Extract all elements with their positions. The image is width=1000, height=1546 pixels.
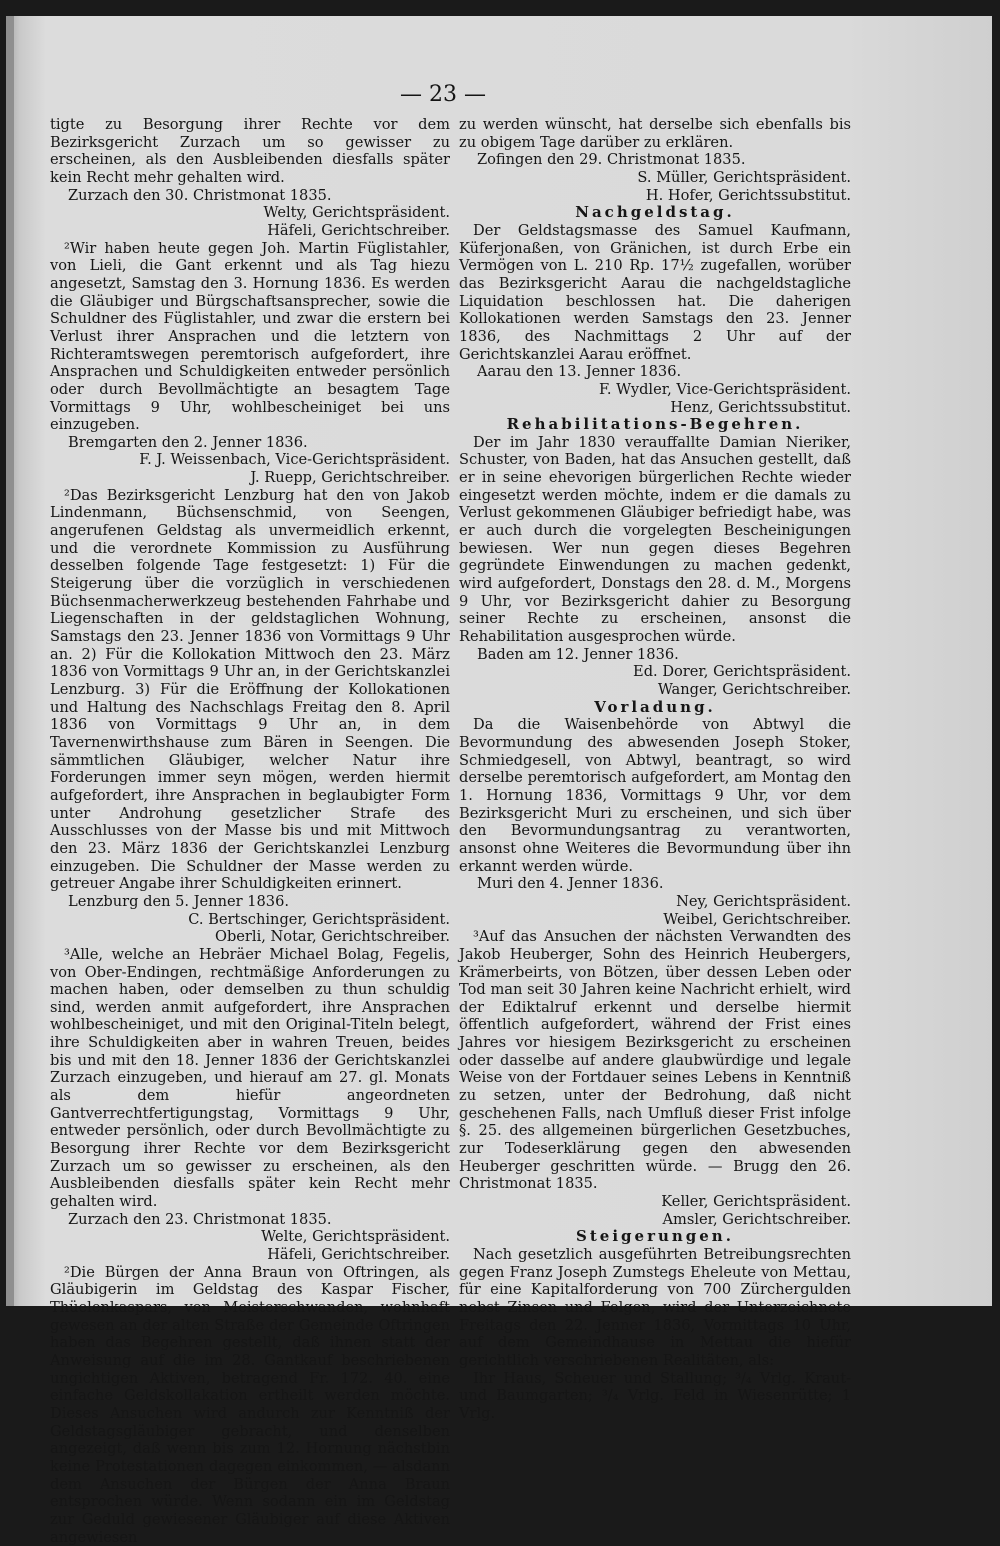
notice-signature: Welte, Gerichtspräsident. xyxy=(261,1228,450,1246)
page-edge-shadow xyxy=(6,16,14,1306)
notice-signature: C. Bertschinger, Gerichtspräsident. xyxy=(188,910,450,928)
notice-signature: S. Müller, Gerichtspräsident. xyxy=(637,168,851,186)
notice-signature: Oberli, Notar, Gerichtschreiber. xyxy=(214,928,450,946)
notice-signature: Weibel, Gerichtschreiber. xyxy=(663,910,851,928)
notice-paragraph: Da die Waisenbehörde von Abtwyl die Bevormundung des abwesenden Joseph Stoker, Schmiedgesell, von Abtwyl, beantragt, so wird derselbe peremtorisch aufgefordert, am Montag den 1. Hornung 1836, Vormittags 9 Uhr, vor dem Bezirksgericht Muri zu erscheinen, und sich über den Bevormundungsantrag zu verantworten, ansonst ohne Weiteres die Bevormundung über ihn erkannt werden würde. xyxy=(459,716,851,875)
notice-signature: Ed. Dorer, Gerichtspräsident. xyxy=(633,663,851,681)
notice-signature: Wanger, Gerichtschreiber. xyxy=(657,681,851,698)
section-heading: Rehabilitations-Begehren. xyxy=(506,415,804,434)
notice-date: Zofingen den 29. Christmonat 1835. xyxy=(477,151,746,169)
notice-signature: Ney, Gerichtspräsident. xyxy=(676,892,851,910)
notice-signature: Keller, Gerichtspräsident. xyxy=(661,1193,851,1211)
notice-signature: F. Wydler, Vice-Gerichtspräsident. xyxy=(599,380,851,398)
notice-date: Zurzach den 30. Christmonat 1835. xyxy=(68,186,332,204)
notice-date: Zurzach den 23. Christmonat 1835. xyxy=(68,1210,332,1228)
notice-signature: H. Hofer, Gerichtssubstitut. xyxy=(645,186,851,204)
notice-paragraph: ²Das Bezirksgericht Lenzburg hat den von Jakob Lindenmann, Büchsenschmid, von Seengen, angerufenen Geldstag als unvermeidlich erkennt, und die verordnete Kommission zu Ausführung desselben folgende Tage festgesetzt: 1) Für die Steigerung über die vorzüglich in verschiedenen Büchsenmacherwerkzeug bestehenden Fahrhabe und Liegenschaften in der geldstaglichen Wohnung, Samstags den 23. Jenner 1836 von Vormittags 9 Uhr an. 2) Für die Kollokation Mittwoch den 23. März 1836 von Vormittags 9 Uhr an, in der Gerichtskanzlei Lenzburg. 3) Für die Eröffnung der Kollokationen und Haltung des Nachschlags Freitag den 8. April 1836 von Vormittags 9 Uhr an, in dem Tavernenwirthshause zum Bären in Seengen. Die sämmtlichen Gläubiger, welcher Natur ihre Forderungen immer seyn mögen, werden hiermit aufgefordert, ihre Ansprachen in beglaubigter Form unter Androhung gesetzlicher Strafe des Ausschlusses von der Masse bis und mit Mittwoch den 23. März 1836 der Gerichtskanzlei Lenzburg einzugeben. Die Schuldner der Masse werden zu getreuer Angabe ihrer Schuldigkeiten erinnert. xyxy=(50,486,450,893)
notice-signature: Häfeli, Gerichtschreiber. xyxy=(267,221,450,239)
notice-date: Bremgarten den 2. Jenner 1836. xyxy=(68,433,308,451)
section-heading: Steigerungen. xyxy=(576,1227,734,1246)
notice-paragraph: zu werden wünscht, hat derselbe sich ebenfalls bis zu obigem Tage darüber zu erklären. xyxy=(459,116,851,151)
notice-signature: F. J. Weissenbach, Vice-Gerichtspräsident. xyxy=(139,451,450,469)
notice-signature: Amsler, Gerichtschreiber. xyxy=(662,1210,851,1228)
notice-date: Lenzburg den 5. Jenner 1836. xyxy=(68,892,290,910)
notice-date: Baden am 12. Jenner 1836. xyxy=(477,645,679,663)
notice-paragraph: ³Alle, welche an Hebräer Michael Bolag, Fegelis, von Ober-Endingen, rechtmäßige Anforderungen zu machen haben, oder demselben zu thun schuldig sind, werden anmit aufgefordert, ihre Ansprachen wohlbescheiniget, und mit den Original-Titeln belegt, ihre Schuldigkeiten aber in wahren Treuen, beides bis und mit den 18. Jenner 1836 der Gerichtskanzlei Zurzach einzugeben, und hierauf am 27. gl. Monats als dem hiefür angeordneten Gantverrechtfertigungstag, Vormittags 9 Uhr, entweder persönlich, oder durch Bevollmächtigte zu Besorgung ihrer Rechte vor dem Bezirksgericht Zurzach um so gewisser zu erscheinen, als den Ausbleibenden diesfalls später kein Recht mehr gehalten wird. xyxy=(50,945,450,1211)
notice-date: Muri den 4. Jenner 1836. xyxy=(477,875,664,893)
notice-paragraph: ³Auf das Ansuchen der nächsten Verwandten des Jakob Heuberger, Sohn des Heinrich Heubergers, Krämerbeirts, von Bötzen, über dessen Leben oder Tod man seit 30 Jahren keine Nachricht erhielt, wird der Ediktalruf erkennt und derselbe hiermit öffentlich aufgefordert, während der Frist eines Jahres vor hiesigem Bezirksgericht zu erscheinen oder dasselbe auf andere glaubwürdige und legale Weise von der Fortdauer seines Lebens in Kenntniß zu setzen, unter der Bedrohung, daß nicht geschehenen Falls, nach Umfluß dieser Frist infolge §. 25. des allgemeinen bürgerlichen Gesetzbuches, zur Todeserklärung gegen den abwesenden Heuberger geschritten würde. — Brugg den 26. Christmonat 1835. xyxy=(459,928,851,1193)
notice-paragraph: Nach gesetzlich ausgeführten Betreibungsrechten gegen Franz Joseph Zumstegs Eheleute von Mettau, für eine Kapitalforderung von 700 Zürchergulden nebst Zinsen und Folgen, wird der Unterzeichnete Freitags den 22. Jenner 1836, Vormittags 10 Uhr, auf dem Gemeindhause in Mettau die hiefür gerichtlich verschriebenen Realitäten, als: xyxy=(459,1246,851,1369)
right-column xyxy=(459,116,851,1423)
notice-paragraph: tigte zu Besorgung ihrer Rechte vor dem Bezirksgericht Zurzach um so gewisser zu erscheinen, als den Ausbleibenden diesfalls später kein Recht mehr gehalten wird. xyxy=(50,116,450,186)
section-heading: Vorladung. xyxy=(594,697,716,716)
notice-paragraph: Der Geldstagsmasse des Samuel Kaufmann, Küferjonaßen, von Gränichen, ist durch Erbe ein Vermögen von L. 210 Rp. 17½ zugefallen, worüber das Bezirksgericht Aarau die nachgeldstagliche Liquidation beschlossen hat. Die daherigen Kollokationen werden Samstags den 23. Jenner 1836, des Nachmittags 2 Uhr auf der Gerichtskanzlei Aarau eröffnet. xyxy=(459,221,851,363)
notice-signature: Welty, Gerichtspräsident. xyxy=(263,204,450,222)
notice-paragraph: ²Wir haben heute gegen Joh. Martin Füglistahler, von Lieli, die Gant erkennt und als Tag hiezu angesetzt, Samstag den 3. Hornung 1836. Es werden die Gläubiger und Bürgschaftsansprecher, sowie die Schuldner des Füglistahler, und zwar die erstern bei Verlust ihrer Ansprachen und die letztern von Richteramtswegen peremtorisch aufgefordert, ihre Ansprachen und Schuldigkeiten entweder persönlich oder durch Bevollmächtigte an besagtem Tage Vormittags 9 Uhr, wohlbescheiniget bei uns einzugeben. xyxy=(50,239,450,434)
notice-date: Aarau den 13. Jenner 1836. xyxy=(477,363,682,381)
notice-signature: Henz, Gerichtssubstitut. xyxy=(670,398,851,416)
notice-paragraph: ²Die Bürgen der Anna Braun von Oftringen, als Gläubigerin im Geldstag des Kaspar Fischer, Thüelenkaspars, von Meisterschwanden, wohnhaft gewesen an der alten Straße der Gemeinde Oftringen haben das Begehren gestellt, daß ihnen statt der Anweisung auf die im 28. Gantkauf beschriebenen ungichtigen Aktiven, betragend Fr. 172. 40. eine einfache Geldskollakation ertheilt werden möchte. Dieses Ansuchen wird andurch zur Kenntniß der Geldstagsgläubiger gebracht, und denselben angezeigt, daß wenn bis zum 12. Hornung nächstbin keine Protestationen dagegen einkommen, — alsdann dem Ansuchen der Bürgen der Anna Braun entsprochen würde. Wenn sodann ein im Geldstag zur Geduld gewiesener Gläubiger auf diese Aktiven angewiesen xyxy=(50,1263,450,1546)
left-column xyxy=(50,116,450,1546)
notice-signature: Häfeli, Gerichtschreiber. xyxy=(267,1246,450,1263)
notice-paragraph: Ihr Haus, Scheuer und Stallung; ³/₄ Vrlg. Kraut- und Baumgarten; ³/₄ Vrlg. Feld in Wiesenrütte; 1 Vrlg. xyxy=(459,1369,851,1422)
section-heading: Nachgeldstag. xyxy=(575,203,735,222)
notice-signature: J. Ruepp, Gerichtschreiber. xyxy=(250,469,450,487)
notice-paragraph: Der im Jahr 1830 verauffallte Damian Nieriker, Schuster, von Baden, hat das Ansuchen gestellt, daß er in seine ehevorigen bürgerlichen Rechte wieder eingesetzt werden möchte, indem er die damals zu Verlust gekommenen Gläubiger befriedigt habe, was er auch durch die vorgelegten Bescheinigungen bewiesen. Wer nun gegen dieses Begehren gegründete Einwendungen zu machen gedenkt, wird aufgefordert, Donstags den 28. d. M., Morgens 9 Uhr, vor Bezirksgericht dahier zu Besorgung seiner Rechte zu erscheinen, ansonst die Rehabilitation ausgesprochen würde. xyxy=(459,433,851,646)
